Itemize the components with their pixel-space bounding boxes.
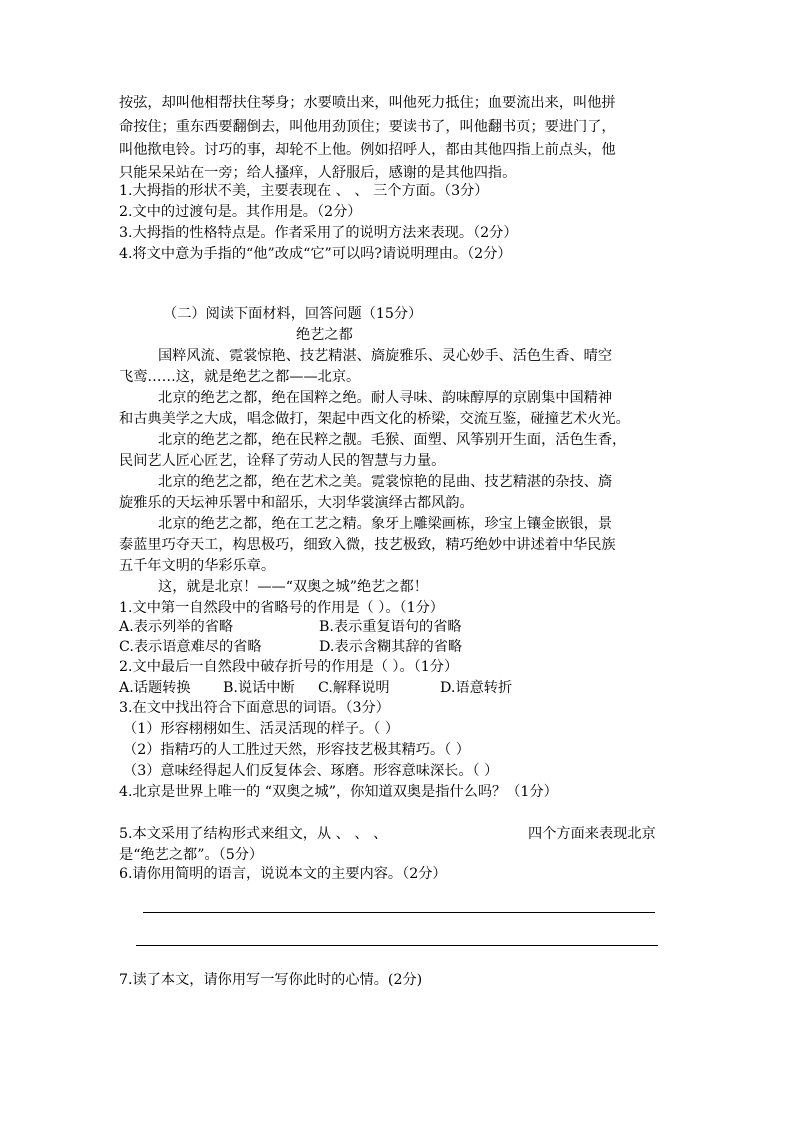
article-title: 绝艺之都 (296, 327, 353, 343)
question-2: 2.文中的过渡句是。其作用是。（2分） (119, 204, 362, 220)
question-3: 3.大拇指的性格特点是。作者采用了的说明方法来表现。（2分） (119, 225, 518, 241)
paragraph-line: 北京的绝艺之都，绝在工艺之精。象牙上雕梁画栋，珍宝上镶金嵌银，景 (158, 516, 613, 532)
question-stem: 是“绝艺之都”。（5分） (119, 847, 264, 863)
question-stem: 1.文中第一自然段中的省略号的作用是（ ）。（1分） (119, 600, 444, 616)
option-b[interactable]: B.表示重复语句的省略 (319, 619, 462, 635)
paragraph-line: 五千年文明的华彩乐章。 (119, 558, 276, 574)
question-stem: 6.请你用简明的语言，说说本文的主要内容。（2分） (119, 866, 447, 882)
paragraph-line: 北京的绝艺之都，绝在国粹之绝。耐人寻味、韵味醇厚的京剧集中国精神 (158, 390, 613, 406)
option-d[interactable]: D.表示含糊其辞的省略 (319, 639, 463, 655)
paragraph-line: 和古典美学之大成，唱念做打，架起中西文化的桥梁，交流互鉴，碰撞艺术火光。 (119, 411, 630, 427)
paragraph-line: 飞鸾……这，就是绝艺之都——北京。 (119, 369, 361, 385)
sub-question: （3）意味经得起人们反复体会、琢磨。形容意味深长。（ ） (123, 763, 499, 779)
question-stem: 3.在文中找出符合下面意思的词语。（3分） (119, 700, 390, 716)
question-stem: 5.本文采用了结构形式来组文，从 、 、 、 (119, 826, 388, 842)
paragraph-line: 民间艺人匠心匠艺，诠释了劳动人民的智慧与力量。 (119, 453, 446, 469)
paragraph-line: 北京的绝艺之都，绝在艺术之美。霓裳惊艳的昆曲、技艺精湛的杂技、旖 (158, 474, 613, 490)
paragraph-line: 北京的绝艺之都，绝在民粹之靓。毛猴、面塑、风筝别开生面，活色生香， (158, 432, 627, 448)
option-d[interactable]: D.语意转折 (440, 680, 513, 696)
option-c[interactable]: C.解释说明 (318, 680, 390, 696)
paragraph-line: 这，就是北京！——“双奥之城”绝艺之都！ (158, 579, 428, 595)
paragraph-line: 泰蓝里巧夺天工，构思极巧，细致入微，技艺极致，精巧绝妙中讲述着中华民族 (119, 537, 616, 553)
option-c[interactable]: C.表示语意难尽的省略 (119, 639, 262, 655)
answer-line[interactable] (136, 945, 658, 946)
section-heading: （二）阅读下面材料，回答问题（15分） (163, 306, 423, 322)
passage1-line: 只能呆呆站在一旁；给人搔痒，人舒服后，感谢的是其他四指。 (119, 165, 517, 181)
option-a[interactable]: A.话题转换 (119, 680, 191, 696)
question-stem-right: 四个方面来表现北京 (528, 826, 656, 842)
answer-line[interactable] (143, 912, 655, 913)
sub-question: （1）形容栩栩如生、活灵活现的样子。（ ） (123, 721, 400, 737)
paragraph-line: 旋雅乐的天坛神乐署中和韶乐，大羽华裳演绎古都风韵。 (119, 495, 474, 511)
question-stem: 4.北京是世界上唯一的 “双奥之城”，你知道双奥是指什么吗？（1分） (119, 784, 558, 800)
sub-question: （2）指精巧的人工胜过天然，形容技艺极其精巧。（ ） (123, 742, 470, 758)
question-stem: 2.文中最后一自然段中破存折号的作用是（ ）。（1分） (119, 659, 459, 675)
question-4: 4.将文中意为手指的“他”改成“它”可以吗?请说明理由。（2分） (119, 246, 512, 262)
passage1-line: 按弦，却叫他相帮扶住琴身；水要喷出来，叫他死力抵住；血要流出来，叫他拼 (119, 95, 616, 111)
question-stem: 7.读了本文，请你用写一写你此时的心情。(2分) (119, 972, 423, 988)
passage1-line: 命按住；重东西要翻倒去，叫他用劲顶住；要读书了，叫他翻书页；要进门了， (119, 119, 616, 135)
option-a[interactable]: A.表示列举的省略 (119, 619, 234, 635)
passage1-line: 叫他揿电铃。讨巧的事，却轮不上他。例如招呼人，都由其他四指上前点头，他 (119, 142, 616, 158)
question-1: 1.大拇指的形状不美，主要表现在 、 、 三个方面。（3分） (119, 183, 489, 199)
paragraph-line: 国粹风流、霓裳惊艳、技艺精湛、旖旋雅乐、灵心妙手、活色生香、晴空 (158, 348, 613, 364)
option-b[interactable]: B.说话中断 (223, 680, 295, 696)
